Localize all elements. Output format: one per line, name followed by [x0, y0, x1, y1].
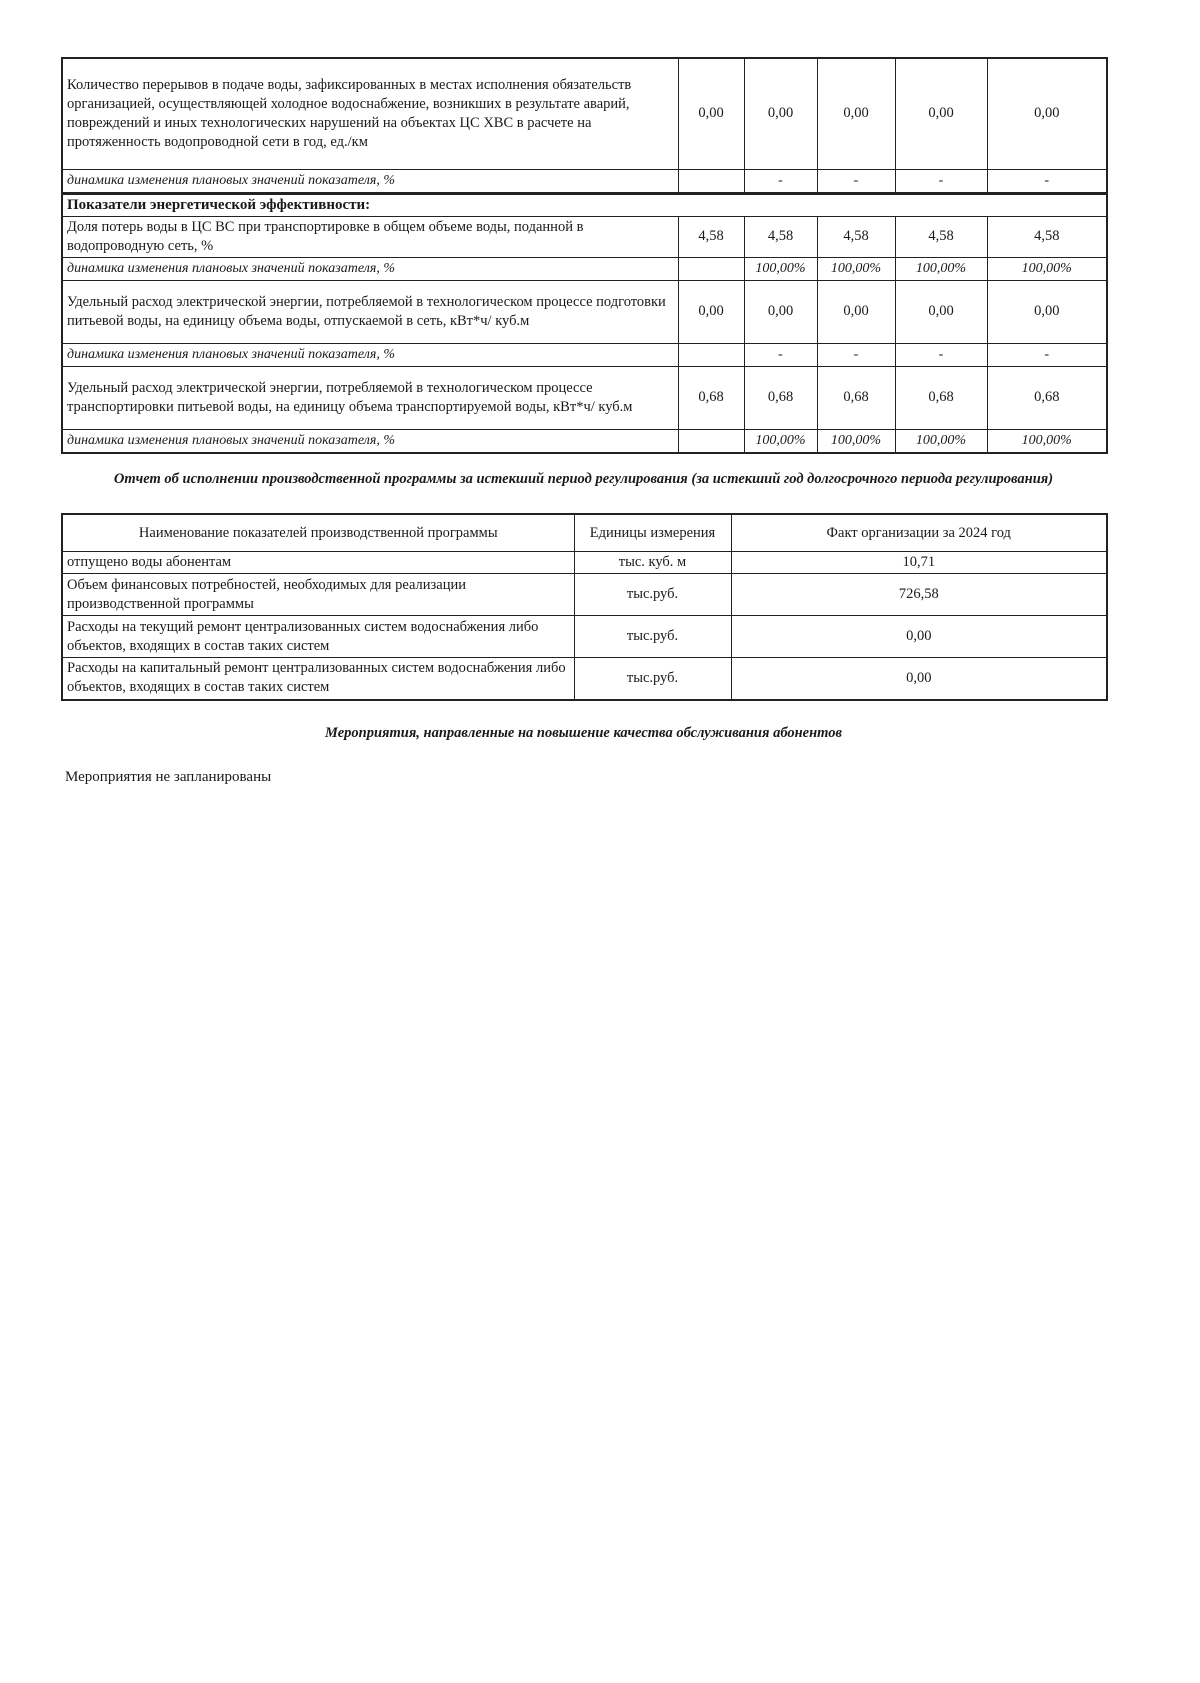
report-item-unit: тыс.руб.: [574, 574, 731, 616]
report-item-value: 10,71: [731, 552, 1107, 574]
dynamics-value: [678, 169, 744, 193]
report-item-unit: тыс.руб.: [574, 658, 731, 700]
table-row: [62, 366, 1107, 429]
dynamics-value: [678, 429, 744, 453]
table-row: [62, 658, 1107, 700]
indicator-value: 0,00: [678, 280, 744, 343]
indicator-value: 0,68: [817, 366, 895, 429]
column-header: Факт организации за 2024 год: [731, 514, 1107, 552]
report-item-value: 0,00: [731, 658, 1107, 700]
dynamics-value: [678, 257, 744, 280]
dynamics-label: динамика изменения плановых значений показателя, %: [62, 257, 678, 280]
dynamics-value: -: [987, 169, 1107, 193]
indicator-value: 0,00: [817, 58, 895, 169]
dynamics-value: 100,00%: [895, 429, 987, 453]
indicator-value: 0,68: [895, 366, 987, 429]
section-title: Показатели энергетической эффективности:: [62, 193, 1107, 216]
indicator-value: 4,58: [817, 216, 895, 257]
report-item-name: Объем финансовых потребностей, необходимых для реализации производственной программы: [62, 574, 574, 616]
table-row: [62, 280, 1107, 343]
dynamics-label: динамика изменения плановых значений показателя, %: [62, 169, 678, 193]
indicator-value: 4,58: [895, 216, 987, 257]
table-row: [62, 169, 1107, 193]
indicators-table: [61, 57, 1108, 454]
dynamics-label: динамика изменения плановых значений показателя, %: [62, 429, 678, 453]
dynamics-value: -: [817, 343, 895, 366]
report-item-unit: тыс.руб.: [574, 616, 731, 658]
dynamics-value: 100,00%: [744, 429, 817, 453]
report-item-name: Расходы на текущий ремонт централизованных систем водоснабжения либо объектов, входящих в состав таких систем: [62, 616, 574, 658]
indicator-label: Удельный расход электрической энергии, потребляемой в технологическом процессе подготовки питьевой воды, на единицу объема воды, отпускаемой в сеть, кВт*ч/ куб.м: [62, 280, 678, 343]
table-row: [62, 257, 1107, 280]
indicator-value: 4,58: [678, 216, 744, 257]
column-header: Наименование показателей производственной программы: [62, 514, 574, 552]
table-row: [62, 216, 1107, 257]
indicator-value: 0,68: [744, 366, 817, 429]
indicator-value: 0,00: [678, 58, 744, 169]
column-header: Единицы измерения: [574, 514, 731, 552]
table-row: [62, 429, 1107, 453]
report-item-value: 0,00: [731, 616, 1107, 658]
dynamics-value: 100,00%: [987, 257, 1107, 280]
dynamics-value: -: [744, 169, 817, 193]
indicator-value: 0,00: [987, 280, 1107, 343]
measures-caption: Мероприятия, направленные на повышение качества обслуживания абонентов: [325, 725, 842, 741]
dynamics-value: 100,00%: [744, 257, 817, 280]
indicator-value: 0,00: [744, 58, 817, 169]
indicator-value: 0,00: [987, 58, 1107, 169]
report-item-value: 726,58: [731, 574, 1107, 616]
indicator-value: 4,58: [744, 216, 817, 257]
indicator-label: Доля потерь воды в ЦС ВС при транспортировке в общем объеме воды, поданной в водопроводную сеть, %: [62, 216, 678, 257]
dynamics-value: -: [817, 169, 895, 193]
dynamics-value: -: [895, 169, 987, 193]
table-row: [62, 616, 1107, 658]
indicator-label: Количество перерывов в подаче воды, зафиксированных в местах исполнения обязательств организацией, осуществляющей холодное водоснабжение, возникших в результате аварий, повреждений и иных технологических нарушений на объектах ЦС ХВС в расчете на протяженность водопроводной сети в год, ед./км: [62, 58, 678, 169]
table-row: [62, 58, 1107, 169]
indicator-value: 0,00: [744, 280, 817, 343]
report-caption: Отчет об исполнении производственной программы за истекший период регулирования (за истекший год долгосрочного периода регулирования): [113, 471, 1054, 487]
dynamics-value: 100,00%: [817, 429, 895, 453]
dynamics-value: -: [895, 343, 987, 366]
indicator-value: 0,68: [678, 366, 744, 429]
dynamics-value: 100,00%: [817, 257, 895, 280]
indicator-value: 0,68: [987, 366, 1107, 429]
dynamics-value: [678, 343, 744, 366]
dynamics-value: 100,00%: [987, 429, 1107, 453]
dynamics-label: динамика изменения плановых значений показателя, %: [62, 343, 678, 366]
dynamics-value: -: [744, 343, 817, 366]
table-row: [62, 343, 1107, 366]
indicator-value: 0,00: [895, 280, 987, 343]
table-row: [62, 574, 1107, 616]
report-item-name: отпущено воды абонентам: [62, 552, 574, 574]
section-row: [62, 193, 1107, 216]
report-table: [61, 513, 1108, 701]
report-item-name: Расходы на капитальный ремонт централизованных систем водоснабжения либо объектов, входящих в состав таких систем: [62, 658, 574, 700]
report-item-unit: тыс. куб. м: [574, 552, 731, 574]
table-row: [62, 552, 1107, 574]
indicator-value: 4,58: [987, 216, 1107, 257]
dynamics-value: -: [987, 343, 1107, 366]
indicator-value: 0,00: [817, 280, 895, 343]
dynamics-value: 100,00%: [895, 257, 987, 280]
table-header-row: [62, 514, 1107, 552]
indicator-value: 0,00: [895, 58, 987, 169]
indicator-label: Удельный расход электрической энергии, потребляемой в технологическом процессе транспортировки питьевой воды, на единицу объема транспортируемой воды, кВт*ч/ куб.м: [62, 366, 678, 429]
measures-text: Мероприятия не запланированы: [65, 769, 272, 785]
